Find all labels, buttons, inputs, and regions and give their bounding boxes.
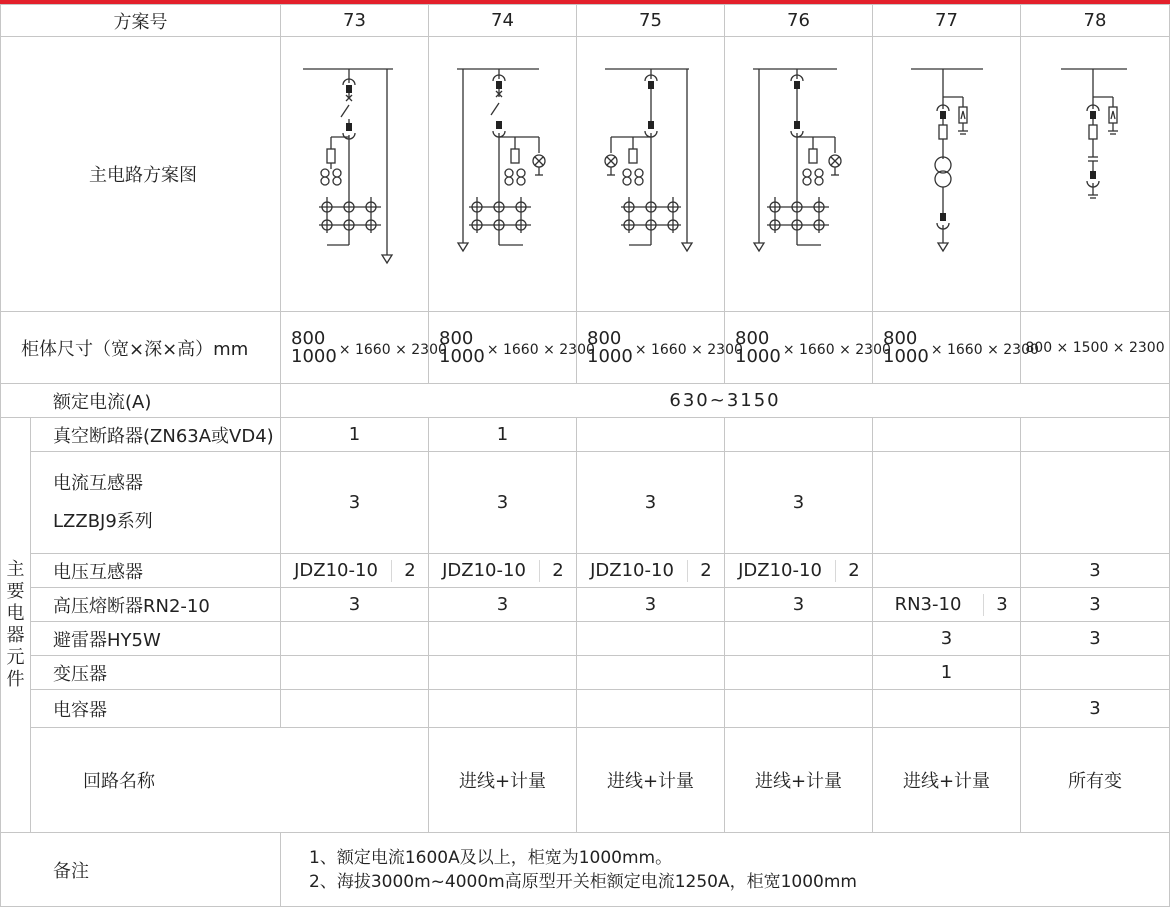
fuse-row xyxy=(1,588,1170,622)
capacitor-value xyxy=(281,690,429,728)
ct-row xyxy=(1,452,1170,554)
arrester-value xyxy=(577,622,725,656)
fuse-value: 3 xyxy=(577,588,725,622)
fuse-label: 高压熔断器RN2-10 xyxy=(31,588,281,622)
arrester-label: 避雷器HY5W xyxy=(31,622,281,656)
circuit-name-value: 进线+计量 xyxy=(429,728,577,833)
circuit-diagram-75-icon xyxy=(577,37,725,311)
transformer-value: 1 xyxy=(873,656,1021,690)
depth-height: × 1660 × 2300 xyxy=(634,341,743,358)
depth-height: × 1660 × 2300 xyxy=(930,341,1039,358)
depth-height: × 1660 × 2300 xyxy=(782,341,891,358)
diagram-cell-74 xyxy=(429,37,577,312)
scheme-number: 78 xyxy=(1021,5,1170,37)
transformer-value xyxy=(725,656,873,690)
vt-cell xyxy=(577,554,725,588)
scheme-number: 73 xyxy=(281,5,429,37)
capacitor-value: 3 xyxy=(1021,690,1170,728)
rated-current-value: 630~3150 xyxy=(281,384,1170,418)
breaker-row xyxy=(1,418,1170,452)
vt-label: 电压互感器 xyxy=(31,554,281,588)
transformer-value xyxy=(429,656,577,690)
arrester-row xyxy=(1,622,1170,656)
circuit-name-row xyxy=(1,728,1170,833)
capacitor-value xyxy=(873,690,1021,728)
fuse-value: 3 xyxy=(429,588,577,622)
circuit-diagram-77-icon xyxy=(873,37,1021,311)
breaker-value: 1 xyxy=(429,418,577,452)
vt-model: JDZ10-10 xyxy=(738,560,822,581)
breaker-value: 1 xyxy=(281,418,429,452)
circuit-diagram-74-icon xyxy=(429,37,577,311)
width-800: 800 xyxy=(291,327,326,349)
capacitor-label: 电容器 xyxy=(31,690,281,728)
header-row xyxy=(1,5,1170,37)
arrester-value xyxy=(725,622,873,656)
dimension-cell xyxy=(281,312,447,384)
vt-cell xyxy=(281,554,429,588)
diagram-cell-75 xyxy=(577,37,725,312)
vt-qty: 2 xyxy=(539,560,576,582)
dimension-cell xyxy=(577,312,743,384)
depth-height: × 1660 × 2300 xyxy=(338,341,447,358)
width-1000: 1000 xyxy=(587,345,633,367)
fuse-value: 3 xyxy=(281,588,429,622)
rated-current-label: 额定电流(A) xyxy=(1,384,281,418)
depth-height: × 1660 × 2300 xyxy=(486,341,595,358)
fuse-value: 3 xyxy=(725,588,873,622)
arrester-value: 3 xyxy=(873,622,1021,656)
dimension-cell xyxy=(725,312,891,384)
ct-value xyxy=(1021,452,1170,554)
vt-qty: 2 xyxy=(391,560,428,582)
remark-line-2: 2、海拔3000m~4000m高原型开关柜额定电流1250A，柜宽1000mm xyxy=(309,871,857,892)
circuit-name-value: 进线+计量 xyxy=(577,728,725,833)
scheme-number: 76 xyxy=(725,5,873,37)
fuse-model: RN3-10 xyxy=(894,594,962,615)
breaker-value xyxy=(1021,418,1170,452)
dimension-label: 柜体尺寸（宽×深×高）mm xyxy=(1,312,281,384)
rated-current-row xyxy=(1,384,1170,418)
circuit-name-label: 回路名称 xyxy=(31,728,429,833)
vt-value xyxy=(873,554,1021,588)
ct-label xyxy=(31,452,281,554)
width-1000: 1000 xyxy=(735,345,781,367)
circuit-diagram-73-icon xyxy=(281,37,429,311)
vt-row xyxy=(1,554,1170,588)
transformer-value xyxy=(1021,656,1170,690)
circuit-diagram-76-icon xyxy=(725,37,873,311)
breaker-value xyxy=(725,418,873,452)
width-1000: 1000 xyxy=(291,345,337,367)
capacitor-value xyxy=(429,690,577,728)
diagram-label: 主电路方案图 xyxy=(1,37,281,312)
width-800: 800 xyxy=(587,327,622,349)
vt-model: JDZ10-10 xyxy=(294,560,378,581)
transformer-value xyxy=(577,656,725,690)
vt-qty: 2 xyxy=(835,560,872,582)
scheme-number: 74 xyxy=(429,5,577,37)
diagram-cell-77 xyxy=(873,37,1021,312)
circuit-name-value: 进线+计量 xyxy=(873,728,1021,833)
dimension-cell xyxy=(429,312,595,384)
scheme-number: 75 xyxy=(577,5,725,37)
transformer-value xyxy=(281,656,429,690)
vt-value: 3 xyxy=(1021,554,1170,588)
circuit-name-value: 所有变 xyxy=(1021,728,1170,833)
ct-value: 3 xyxy=(725,452,873,554)
breaker-value xyxy=(873,418,1021,452)
width-800: 800 xyxy=(735,327,770,349)
arrester-value xyxy=(429,622,577,656)
main-components-side-label: 主要电器元件 xyxy=(1,418,31,833)
vt-model: JDZ10-10 xyxy=(590,560,674,581)
vt-cell xyxy=(429,554,577,588)
remark-line-1: 1、额定电流1600A及以上，柜宽为1000mm。 xyxy=(309,847,673,868)
remarks-row xyxy=(1,833,1170,907)
diagram-cell-76 xyxy=(725,37,873,312)
arrester-value xyxy=(281,622,429,656)
header-label: 方案号 xyxy=(1,5,281,37)
diagram-cell-73 xyxy=(281,37,429,312)
width-800: 800 xyxy=(439,327,474,349)
ct-label-line2: LZZBJ9系列 xyxy=(53,510,153,532)
remarks-label: 备注 xyxy=(1,833,281,907)
breaker-value xyxy=(577,418,725,452)
capacitor-value xyxy=(577,690,725,728)
fuse-cell-77 xyxy=(873,588,1021,622)
ct-value: 3 xyxy=(577,452,725,554)
vt-cell xyxy=(725,554,873,588)
ct-value: 3 xyxy=(429,452,577,554)
width-1000: 1000 xyxy=(439,345,485,367)
remarks-text xyxy=(281,833,1170,907)
circuit-name-value: 进线+计量 xyxy=(725,728,873,833)
circuit-diagram-78-icon xyxy=(1021,37,1170,311)
diagram-cell-78 xyxy=(1021,37,1170,312)
breaker-label: 真空断路器(ZN63A或VD4) xyxy=(31,418,281,452)
dimension-cell xyxy=(873,312,1039,384)
vt-qty: 2 xyxy=(687,560,724,582)
capacitor-row xyxy=(1,690,1170,728)
transformer-label: 变压器 xyxy=(31,656,281,690)
ct-value: 3 xyxy=(281,452,429,554)
fuse-value: 3 xyxy=(1021,588,1170,622)
capacitor-value xyxy=(725,690,873,728)
scheme-table xyxy=(0,4,1170,907)
arrester-value: 3 xyxy=(1021,622,1170,656)
width-800: 800 xyxy=(883,327,918,349)
dimension-cell-78: 800 × 1500 × 2300 xyxy=(1021,312,1170,384)
fuse-qty: 3 xyxy=(983,594,1020,616)
ct-label-line1: 电流互感器 xyxy=(53,472,143,494)
transformer-row xyxy=(1,656,1170,690)
vt-model: JDZ10-10 xyxy=(442,560,526,581)
width-1000: 1000 xyxy=(883,345,929,367)
ct-value xyxy=(873,452,1021,554)
dimension-row xyxy=(1,312,1170,384)
scheme-number: 77 xyxy=(873,5,1021,37)
diagram-row xyxy=(1,37,1170,312)
